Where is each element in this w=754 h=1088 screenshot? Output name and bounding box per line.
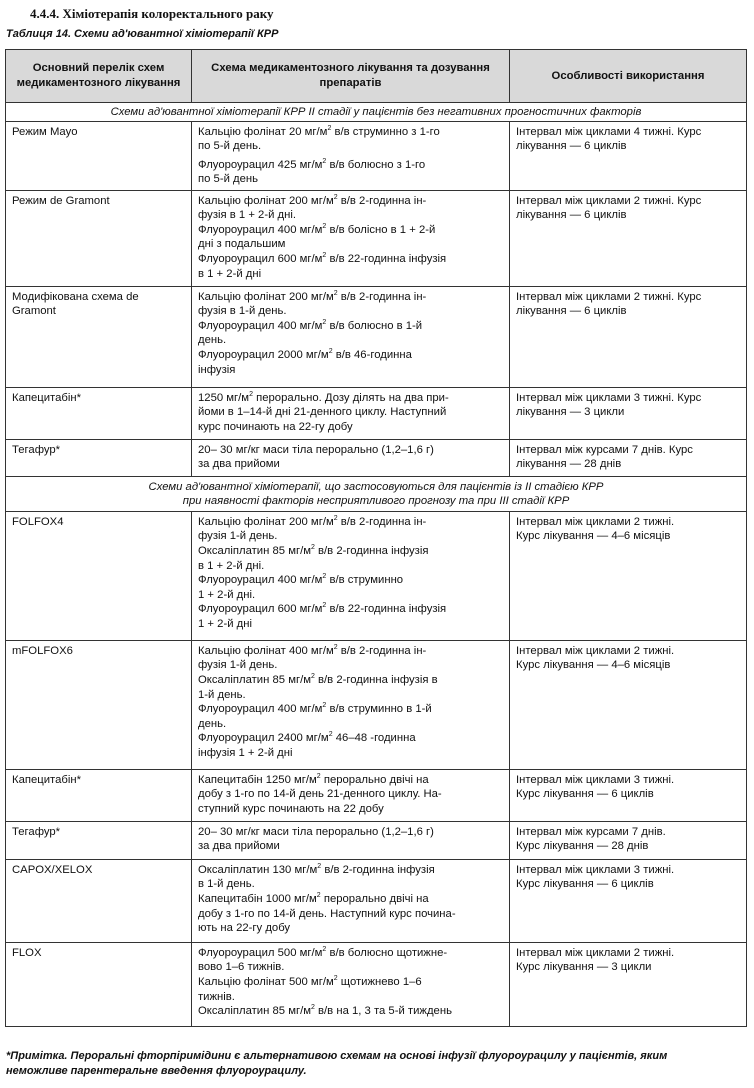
usage-cell: Інтервал між циклами 2 тижні. Курс лікування — 4–6 місяців [510,640,747,769]
usage-cell: Інтервал між циклами 2 тижні. Курс лікування — 6 циклів [510,286,747,387]
scheme-cell: Кальцію фолінат 200 $мг/м^2$ в/в 2-годинна ін- фузія 1-й день. Оксаліплатин 85 $мг/м^2$ в/в 2-годинна інфузія в 1 + 2-й дні. Флуороурацил 400 $мг/м^2$ в/в струминно 1 + 2-й дні. Флуороурацил 600 $мг/м^2$ в/в 22-годинна інфузія 1 + 2-й дні [192,511,510,640]
section-heading: 4.4.4. Хіміотерапія колоректального раку [30,6,274,21]
regimen-cell: mFOLFOX6 [6,640,192,769]
section-row [6,476,747,511]
regimen-cell: FOLFOX4 [6,511,192,640]
scheme-cell: 1250 $мг/м^2$ перорально. Дозу ділять на два при- йоми в 1–14-й дні 21-денного циклу. Наступний курс починають на 22-гу добу [192,387,510,439]
table-row [6,769,747,821]
scheme-cell: Кальцію фолінат 400 $мг/м^2$ в/в 2-годинна ін- фузія 1-й день. Оксаліплатин 85 $мг/м^2$ в/в 2-годинна інфузія в 1-й день. Флуороурацил 400 $мг/м^2$ в/в струминно в 1-й день. Флуороурацил 2400 $мг/м^2$ 46–48 -годинна інфузія 1 + 2-й дні [192,640,510,769]
usage-cell: Інтервал між циклами 3 тижні. Курс лікування — 6 циклів [510,859,747,942]
column-header-scheme: Схема медикаментозного лікування та дозування препаратів [192,50,510,103]
regimen-cell: Тегафур* [6,821,192,859]
table-row [6,439,747,476]
table-row [6,190,747,286]
scheme-cell: Кальцію фолінат 200 $мг/м^2$ в/в 2-годинна ін- фузія в 1-й день. Флуороурацил 400 $мг/м^2$ в/в болюсно в 1-й день. Флуороурацил 2000 $мг/м^2$ в/в 46-годинна інфузія [192,286,510,387]
table-row [6,286,747,387]
regimen-cell: Модифікована схема de Gramont [6,286,192,387]
regimen-cell: Капецитабін* [6,769,192,821]
scheme-cell: Оксаліплатин 130 $мг/м^2$ в/в 2-годинна інфузія в 1-й день. Капецитабін 1000 $мг/м^2$ перорально двічі на добу з 1-го по 14-й день. Наступний курс почина- ють на 22-гу добу [192,859,510,942]
table-row [6,387,747,439]
regimen-cell: CAPOX/XELOX [6,859,192,942]
section-row [6,103,747,122]
scheme-cell: 20– 30 мг/кг маси тіла перорально (1,2–1,6 г) за два прийоми [192,821,510,859]
table-caption: Таблиця 14. Схеми ад'ювантної хіміотерапії КРР [6,28,279,40]
table-row [6,121,747,190]
column-header-regimen: Основний перелік схем медикаментозного лікування [6,50,192,103]
scheme-cell: Флуороурацил 500 $мг/м^2$ в/в болюсно щотижне- вово 1–6 тижнів. Кальцію фолінат 500 $мг/м^2$ щотижнево 1–6 тижнів. Оксаліплатин 85 $мг/м^2$ в/в на 1, 3 та 5-й тиждень [192,942,510,1026]
scheme-cell: Кальцію фолінат 200 $мг/м^2$ в/в 2-годинна ін- фузія в 1 + 2-й дні. Флуороурацил 400 $мг/м^2$ в/в болісно в 1 + 2-й дні з подальшим Флуороурацил 600 $мг/м^2$ в/в 22-годинна інфузія в 1 + 2-й дні [192,190,510,286]
section-title: Схеми ад'ювантної хіміотерапії КРР II стадії у пацієнтів без негативних прогностичних факторів [6,103,747,122]
usage-cell: Інтервал між циклами 3 тижні. Курс лікування — 3 цикли [510,387,747,439]
regimen-cell: FLOX [6,942,192,1026]
column-header-usage: Особливості використання [510,50,747,103]
scheme-cell: Капецитабін 1250 $мг/м^2$ перорально двічі на добу з 1-го по 14-й день 21-денного циклу. На- ступний курс починають на 22 добу [192,769,510,821]
usage-cell: Інтервал між циклами 2 тижні. Курс лікування — 4–6 місяців [510,511,747,640]
table-header-row [6,50,747,103]
section-title: Схеми ад'ювантної хіміотерапії, що застосовуються для пацієнтів із II стадією КРР при наявності факторів несприятливого прогнозу та при III стадії КРР [6,476,747,511]
usage-cell: Інтервал між циклами 3 тижні. Курс лікування — 6 циклів [510,769,747,821]
table-row [6,821,747,859]
table-row [6,640,747,769]
footnote: *Примітка. Пероральні фторпіримідини є альтернативою схемам на основі інфузії флуороурацилу у пацієнтів, яким неможливе парентеральне введення флуороурацилу. [6,1050,668,1077]
scheme-cell: Кальцію фолінат 20 $мг/м^2$ в/в струминно з 1-го по 5-й день. Флуороурацил 425 $мг/м^2$ в/в болюсно з 1-го по 5-й день [192,121,510,190]
scheme-cell: 20– 30 мг/кг маси тіла перорально (1,2–1,6 г) за два прийоми [192,439,510,476]
table-row [6,859,747,942]
chemotherapy-table [5,49,747,1027]
usage-cell: Інтервал між курсами 7 днів. Курс лікування — 28 днів [510,821,747,859]
regimen-cell: Тегафур* [6,439,192,476]
regimen-cell: Капецитабін* [6,387,192,439]
usage-cell: Інтервал між курсами 7 днів. Курс лікування — 28 днів [510,439,747,476]
usage-cell: Інтервал між циклами 2 тижні. Курс лікування — 6 циклів [510,190,747,286]
usage-cell: Інтервал між циклами 2 тижні. Курс лікування — 3 цикли [510,942,747,1026]
table-row [6,942,747,1026]
regimen-cell: Режим de Gramont [6,190,192,286]
usage-cell: Інтервал між циклами 4 тижні. Курс лікування — 6 циклів [510,121,747,190]
regimen-cell: Режим Mayo [6,121,192,190]
table-row [6,511,747,640]
